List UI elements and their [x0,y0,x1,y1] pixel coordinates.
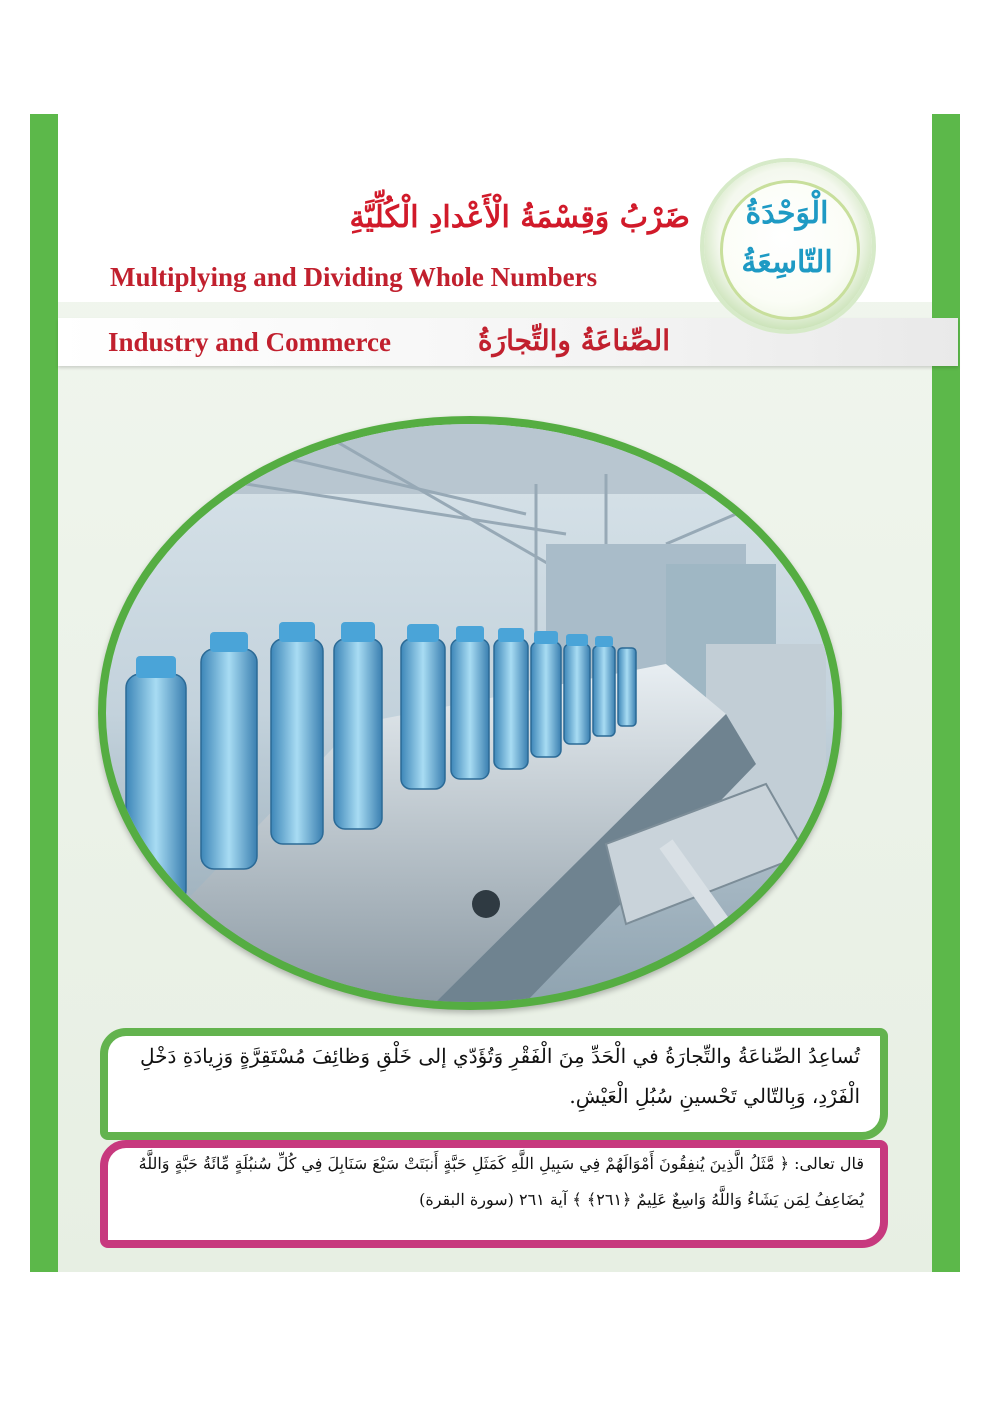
subtitle-english: Industry and Commerce [108,327,391,357]
intro-paragraph: تُساعِدُ الصِّناعَةُ والتِّجارَةُ في الْحَدِّ مِنَ الْفَقْرِ وَتُؤَدّي إلى خَلْقِ وَظائِفَ مُسْتَقِرَّةٍ وَزِيادَةِ دَخْلِ الْفَرْدِ، وَبِالتّالي تَحْسينِ سُبُلِ الْعَيْشِ. [139,1044,860,1108]
unit-badge-line2: التّاسِعَةُ [741,245,833,280]
quran-quote: قال تعالى: ﴿ مَّثَلُ الَّذِينَ يُنفِقُونَ أَمْوَالَهُمْ فِي سَبِيلِ اللَّهِ كَمَثَلِ حَبَّةٍ أَنبَتَتْ سَبْعَ سَنَابِلَ فِي كُلِّ سُنبُلَةٍ مِّائَةُ حَبَّةٍ وَاللَّهُ يُضَاعِفُ لِمَن يَشَاءُ وَاللَّهُ وَاسِعٌ عَلِيمٌ ﴿٢٦١﴾ ﴾ آية ٢٦١ (سورة البقرة) [138,1154,864,1209]
unit-badge-line1: الْوَحْدَةُ [745,196,829,231]
subtitle-arabic: الصِّناعَةُ والتِّجارَةُ [477,324,670,357]
factory-photo [106,424,834,1002]
unit-title-arabic: ضَرْبُ وَقِسْمَةُ الْأَعْدادِ الْكُلِّيَّةِ [349,200,690,235]
bottling-line-illustration [106,424,834,1002]
unit-title-english: Multiplying and Dividing Whole Numbers [110,262,598,292]
right-green-border [932,114,960,1272]
left-green-border [30,114,58,1272]
